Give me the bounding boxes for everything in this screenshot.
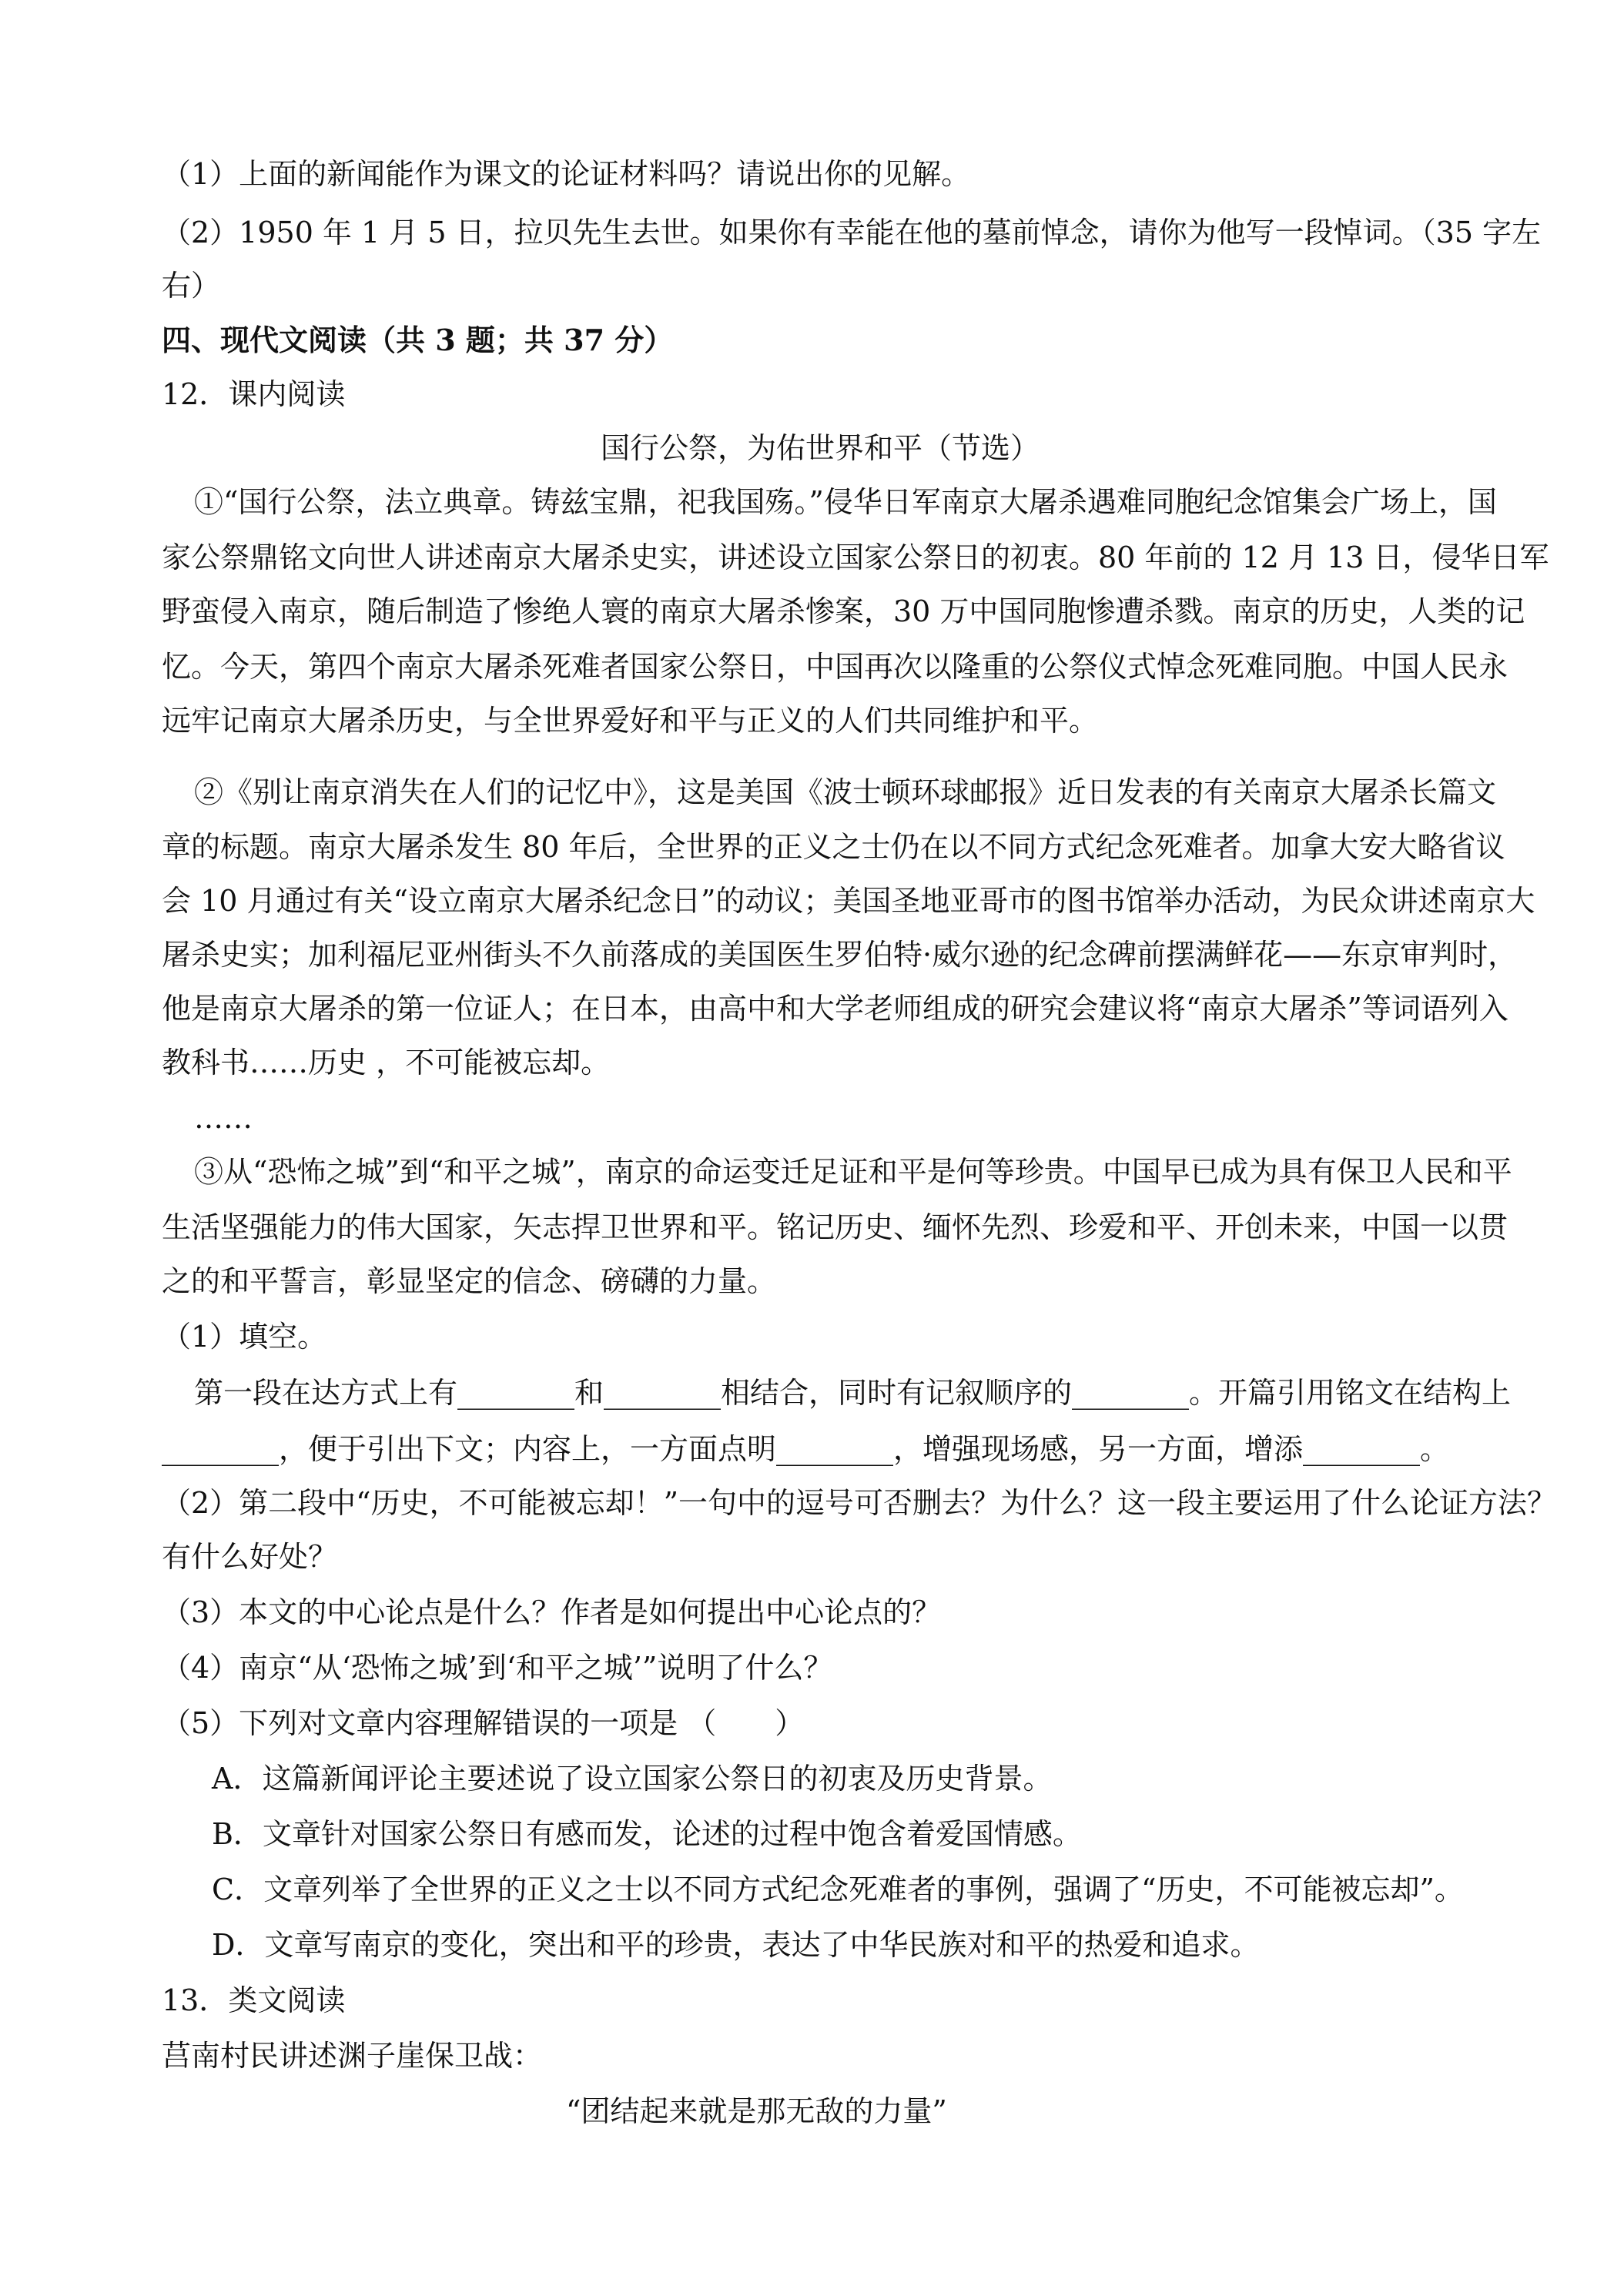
- paragraph-1-line: ①“国行公祭，法立典章。铸兹宝鼎，祀我国殇。”侵华日军南京大屠杀遇难同胞纪念馆集会广场上，国: [194, 485, 1497, 519]
- question-13-intro: 莒南村民讲述渊子崖保卫战：: [162, 2039, 543, 2073]
- paragraph-1-line: 野蛮侵入南京，随后制造了惨绝人寰的南京大屠杀惨案，30 万中国同胞惨遭杀戮。南京的历史，人类的记: [162, 594, 1525, 628]
- article-title: 国行公祭，为佑世界和平（节选）: [601, 431, 1040, 465]
- ellipsis: ……: [194, 1101, 253, 1135]
- sub-question-4: （4）南京“从‘恐怖之城’到‘和平之城’”说明了什么？: [162, 1651, 833, 1685]
- question-12-label: 12．课内阅读: [162, 377, 346, 411]
- paragraph-2-line: 他是南京大屠杀的第一位证人；在日本，由高中和大学老师组成的研究会建议将“南京大屠杀”等词语列入: [162, 992, 1508, 1026]
- question-13-label: 13．类文阅读: [162, 1983, 346, 2017]
- question-11-sub1: （1）上面的新闻能作为课文的论证材料吗？请说出你的见解。: [162, 157, 971, 191]
- sub-question-3: （3）本文的中心论点是什么？作者是如何提出中心论点的？: [162, 1595, 942, 1629]
- question-11-sub2-line1: （2）1950 年 1 月 5 日，拉贝先生去世。如果你有幸能在他的墓前悼念，请你为他写一段悼词。（35 字左: [162, 216, 1542, 249]
- section-heading: 四、现代文阅读（共 3 题；共 37 分）: [162, 323, 674, 357]
- paragraph-2-line: ②《别让南京消失在人们的记忆中》，这是美国《波士顿环球邮报》近日发表的有关南京大屠杀长篇文: [194, 775, 1497, 809]
- paragraph-3-line: 生活坚强能力的伟大国家，矢志捍卫世界和平。铭记历史、缅怀先烈、珍爱和平、开创未来，中国一以贯: [162, 1210, 1508, 1244]
- sub-question-5: （5）下列对文章内容理解错误的一项是 （ ）: [162, 1706, 805, 1740]
- paragraph-2-line: 屠杀史实；加利福尼亚州街头不久前落成的美国医生罗伯特·威尔逊的纪念碑前摆满鲜花——东京审判时，: [162, 938, 1518, 972]
- paragraph-3-line: 之的和平誓言，彰显坚定的信念、磅礴的力量。: [162, 1264, 777, 1298]
- sub-question-1-line2: ________，便于引出下文；内容上，一方面点明________，增强现场感，另一方面，增添________。: [162, 1432, 1450, 1466]
- paragraph-2-line: 教科书……历史 ，不可能被忘却。: [162, 1046, 611, 1079]
- option-c: C．文章列举了全世界的正义之士以不同方式纪念死难者的事例，强调了“历史，不可能被忘却”。: [212, 1873, 1464, 1906]
- question-11-sub2-line2: 右）: [162, 269, 221, 303]
- sub-question-2-line1: （2）第二段中“历史，不可能被忘却！”一句中的逗号可否删去？为什么？这一段主要运用了什么论证方法？: [162, 1486, 1557, 1520]
- paragraph-2-line: 章的标题。南京大屠杀发生 80 年后，全世界的正义之士仍在以不同方式纪念死难者。加拿大安大略省议: [162, 830, 1505, 864]
- paragraph-3-line: ③从“恐怖之城”到“和平之城”，南京的命运变迁足证和平是何等珍贵。中国早已成为具有保卫人民和平: [194, 1155, 1512, 1189]
- sub-question-2-line2: 有什么好处？: [162, 1540, 338, 1574]
- option-a: A．这篇新闻评论主要述说了设立国家公祭日的初衷及历史背景。: [212, 1762, 1053, 1796]
- paragraph-1-line: 远牢记南京大屠杀历史，与全世界爱好和平与正义的人们共同维护和平。: [162, 704, 1099, 738]
- sub-question-1-label: （1）填空。: [162, 1320, 327, 1354]
- paragraph-1-line: 忆。今天，第四个南京大屠杀死难者国家公祭日，中国再次以隆重的公祭仪式悼念死难同胞。中国人民永: [162, 650, 1508, 684]
- option-d: D．文章写南京的变化，突出和平的珍贵，表达了中华民族对和平的热爱和追求。: [212, 1928, 1260, 1962]
- article-2-title: “团结起来就是那无敌的力量”: [566, 2094, 947, 2128]
- paragraph-1-line: 家公祭鼎铭文向世人讲述南京大屠杀史实，讲述设立国家公祭日的初衷。80 年前的 12 月 13 日，侵华日军: [162, 541, 1549, 574]
- sub-question-1-line1: 第一段在达方式上有________和________相结合，同时有记叙顺序的________。开篇引用铭文在结构上: [194, 1376, 1512, 1410]
- option-b: B．文章针对国家公祭日有感而发，论述的过程中饱含着爱国情感。: [212, 1817, 1082, 1851]
- paragraph-2-line: 会 10 月通过有关“设立南京大屠杀纪念日”的动议；美国圣地亚哥市的图书馆举办活动，为民众讲述南京大: [162, 884, 1535, 918]
